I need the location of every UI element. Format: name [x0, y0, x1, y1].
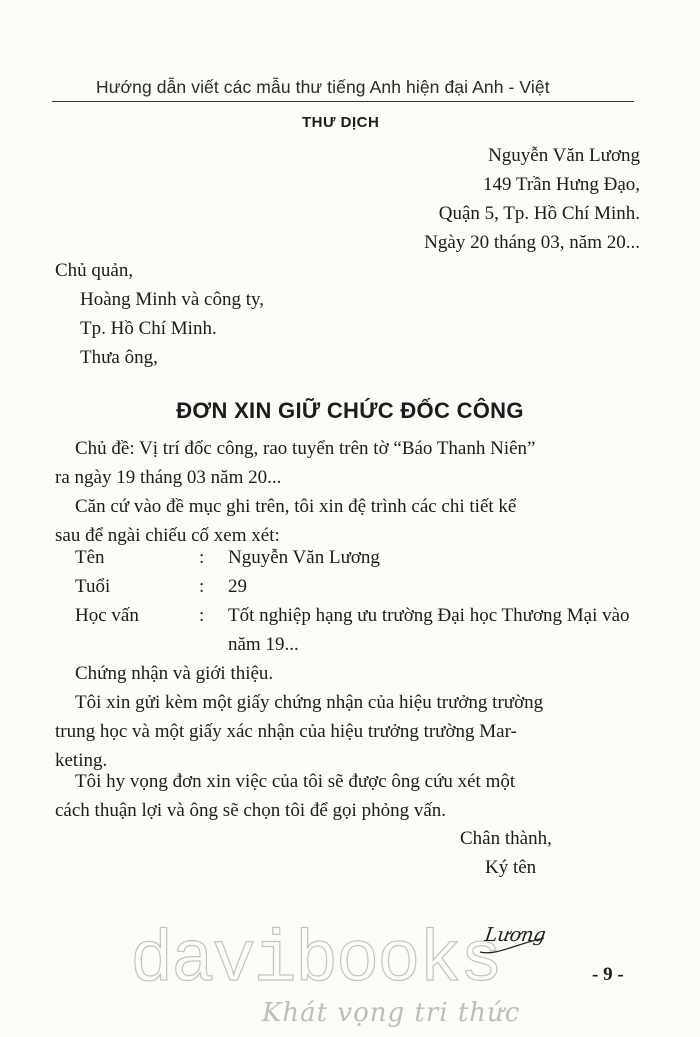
- closing-signed: Ký tên: [485, 857, 537, 878]
- detail-row-name: [75, 543, 635, 572]
- detail-colon: :: [199, 605, 205, 626]
- salutation: Thưa ông,: [80, 347, 158, 368]
- detail-value: Tốt nghiệp hạng ưu trường Đại học Thương Mại vào năm 19...: [228, 605, 630, 655]
- subject-line-1: Chủ đề: Vị trí đốc công, rao tuyển trên tờ “Báo Thanh Niên”: [75, 438, 536, 459]
- detail-row-age: [75, 572, 635, 601]
- detail-value: Nguyễn Văn Lương: [228, 547, 380, 568]
- recipient-city: Tp. Hồ Chí Minh.: [80, 318, 217, 339]
- certification-heading: Chứng nhận và giới thiệu.: [75, 663, 274, 684]
- handwritten-signature: Lương: [483, 924, 548, 946]
- watermark-brand: davibooks: [130, 920, 501, 1002]
- intro-line-2: sau để ngài chiếu cố xem xét:: [55, 525, 280, 546]
- watermark-tagline: Khát vọng tri thức: [262, 998, 521, 1028]
- detail-row-education: [75, 601, 635, 659]
- applicant-details: [75, 543, 635, 659]
- attachment-line-1: Tôi xin gửi kèm một giấy chứng nhận của hiệu trưởng trường: [75, 692, 544, 713]
- section-label: THƯ DỊCH: [302, 114, 380, 131]
- detail-colon: :: [199, 547, 205, 568]
- hope-paragraph: [55, 767, 635, 825]
- sender-street: 149 Trần Hưng Đạo,: [482, 174, 640, 195]
- intro-paragraph: [55, 492, 635, 550]
- detail-value: 29: [228, 576, 247, 597]
- header-divider: [52, 101, 634, 102]
- attachment-line-2: trung học và một giấy xác nhận của hiệu trưởng trường Mar-: [55, 721, 517, 742]
- intro-line-1: Căn cứ vào đề mục ghi trên, tôi xin đệ trình các chi tiết kể: [75, 496, 517, 517]
- detail-label: Tên: [75, 547, 105, 568]
- closing-regards: Chân thành,: [460, 828, 552, 849]
- hope-line-2: cách thuận lợi và ông sẽ chọn tôi để gọi phỏng vấn.: [55, 800, 447, 821]
- sender-address: [424, 141, 640, 257]
- attachment-line-3: keting.: [55, 750, 108, 771]
- subject-paragraph: [55, 434, 635, 492]
- subject-line-2: ra ngày 19 tháng 03 năm 20...: [55, 467, 282, 488]
- sender-district: Quận 5, Tp. Hồ Chí Minh.: [438, 203, 640, 224]
- closing-block: [460, 824, 552, 882]
- recipient-title: Chủ quản,: [55, 260, 134, 281]
- hope-line-1: Tôi hy vọng đơn xin việc của tôi sẽ được ông cứu xét một: [75, 771, 516, 792]
- running-header: Hướng dẫn viết các mẫu thư tiếng Anh hiện đại Anh - Việt: [96, 77, 550, 97]
- letter-date: Ngày 20 tháng 03, năm 20...: [424, 232, 640, 253]
- page-number: - 9 -: [592, 964, 624, 985]
- detail-colon: :: [199, 576, 205, 597]
- sender-name: Nguyễn Văn Lương: [488, 145, 640, 166]
- recipient-address: [55, 256, 264, 372]
- detail-label: Học vấn: [75, 605, 139, 626]
- attachment-paragraph: [55, 688, 635, 775]
- recipient-company: Hoàng Minh và công ty,: [80, 289, 264, 310]
- detail-label: Tuổi: [75, 576, 111, 597]
- letter-title: ĐƠN XIN GIỮ CHỨC ĐỐC CÔNG: [176, 398, 524, 423]
